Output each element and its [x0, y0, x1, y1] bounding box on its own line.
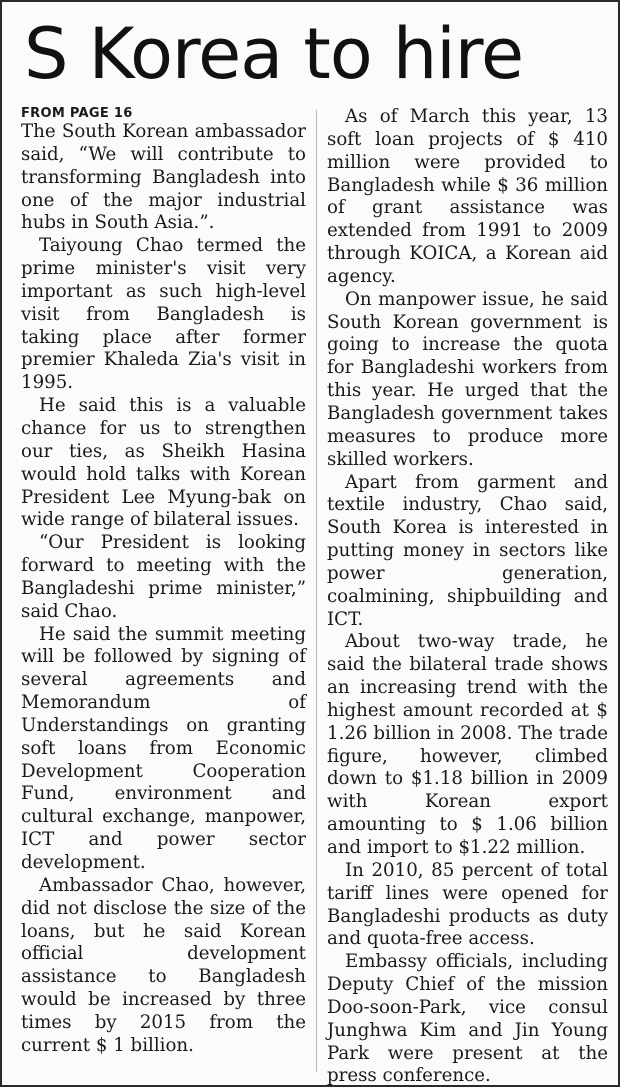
- paragraph: “Our President is looking forward to meeting with the Bangladeshi prime minister,” said Chao.: [21, 532, 306, 622]
- paragraph: Taiyoung Chao termed the prime minister's visit very important as such high-level visit from Bangladesh is taking place after former premier Khaleda Zia's visit in 1995.: [21, 235, 306, 394]
- column-divider: [316, 110, 317, 1072]
- paragraph: In 2010, 85 percent of total tariff lines were opened for Bangladeshi products as duty and quota-free access.: [327, 859, 608, 950]
- paragraph: The South Korean ambassador said, “We will contribute to transforming Bangladesh into one of the major industrial hubs in South Asia.”.: [21, 121, 306, 234]
- article-column-right: [327, 106, 608, 1087]
- headline: S Korea to hire: [24, 13, 524, 95]
- paragraph: As of March this year, 13 soft loan projects of $ 410 million were provided to Bangladesh while $ 36 million of grant assistance was extended from 1991 to 2009 through KOICA, a Korean aid agency.: [327, 106, 608, 287]
- continued-from-label: FROM PAGE 16: [21, 106, 133, 121]
- paragraph: Ambassador Chao, however, did not disclose the size of the loans, but he said Korean official development assistance to Bangladesh would be increased by three times by 2015 from the current $ 1 billion.: [21, 874, 306, 1056]
- paragraph: About two-way trade, he said the bilateral trade shows an increasing trend with the highest amount recorded at $ 1.26 billion in 2008. The trade figure, however, climbed down to $1.18 billion in 2009 with Korean export amounting to $ 1.06 billion and import to $1.22 million.: [327, 631, 608, 858]
- paragraph: Embassy officials, including Deputy Chief of the mission Doo-soon-Park, vice consul Junghwa Kim and Jin Young Park were present at the press conference.: [327, 951, 608, 1087]
- paragraph: He said the summit meeting will be followed by signing of several agreements and Memorandum of Understandings on granting soft loans from Economic Development Cooperation Fund, environment and cultural exchange, manpower, ICT and power sector development.: [21, 623, 306, 873]
- article-column-left: [21, 106, 306, 1058]
- paragraph: He said this is a valuable chance for us to strengthen our ties, as Sheikh Hasina would hold talks with Korean President Lee Myung-bak on wide range of bilateral issues.: [21, 395, 306, 531]
- paragraph: On manpower issue, he said South Korean government is going to increase the quota for Bangladeshi workers from this year. He urged that the Bangladesh government takes measures to produce more skilled workers.: [327, 288, 608, 470]
- paragraph: Apart from garment and textile industry, Chao said, South Korea is interested in putting money in sectors like power generation, coalmining, shipbuilding and ICT.: [327, 471, 608, 630]
